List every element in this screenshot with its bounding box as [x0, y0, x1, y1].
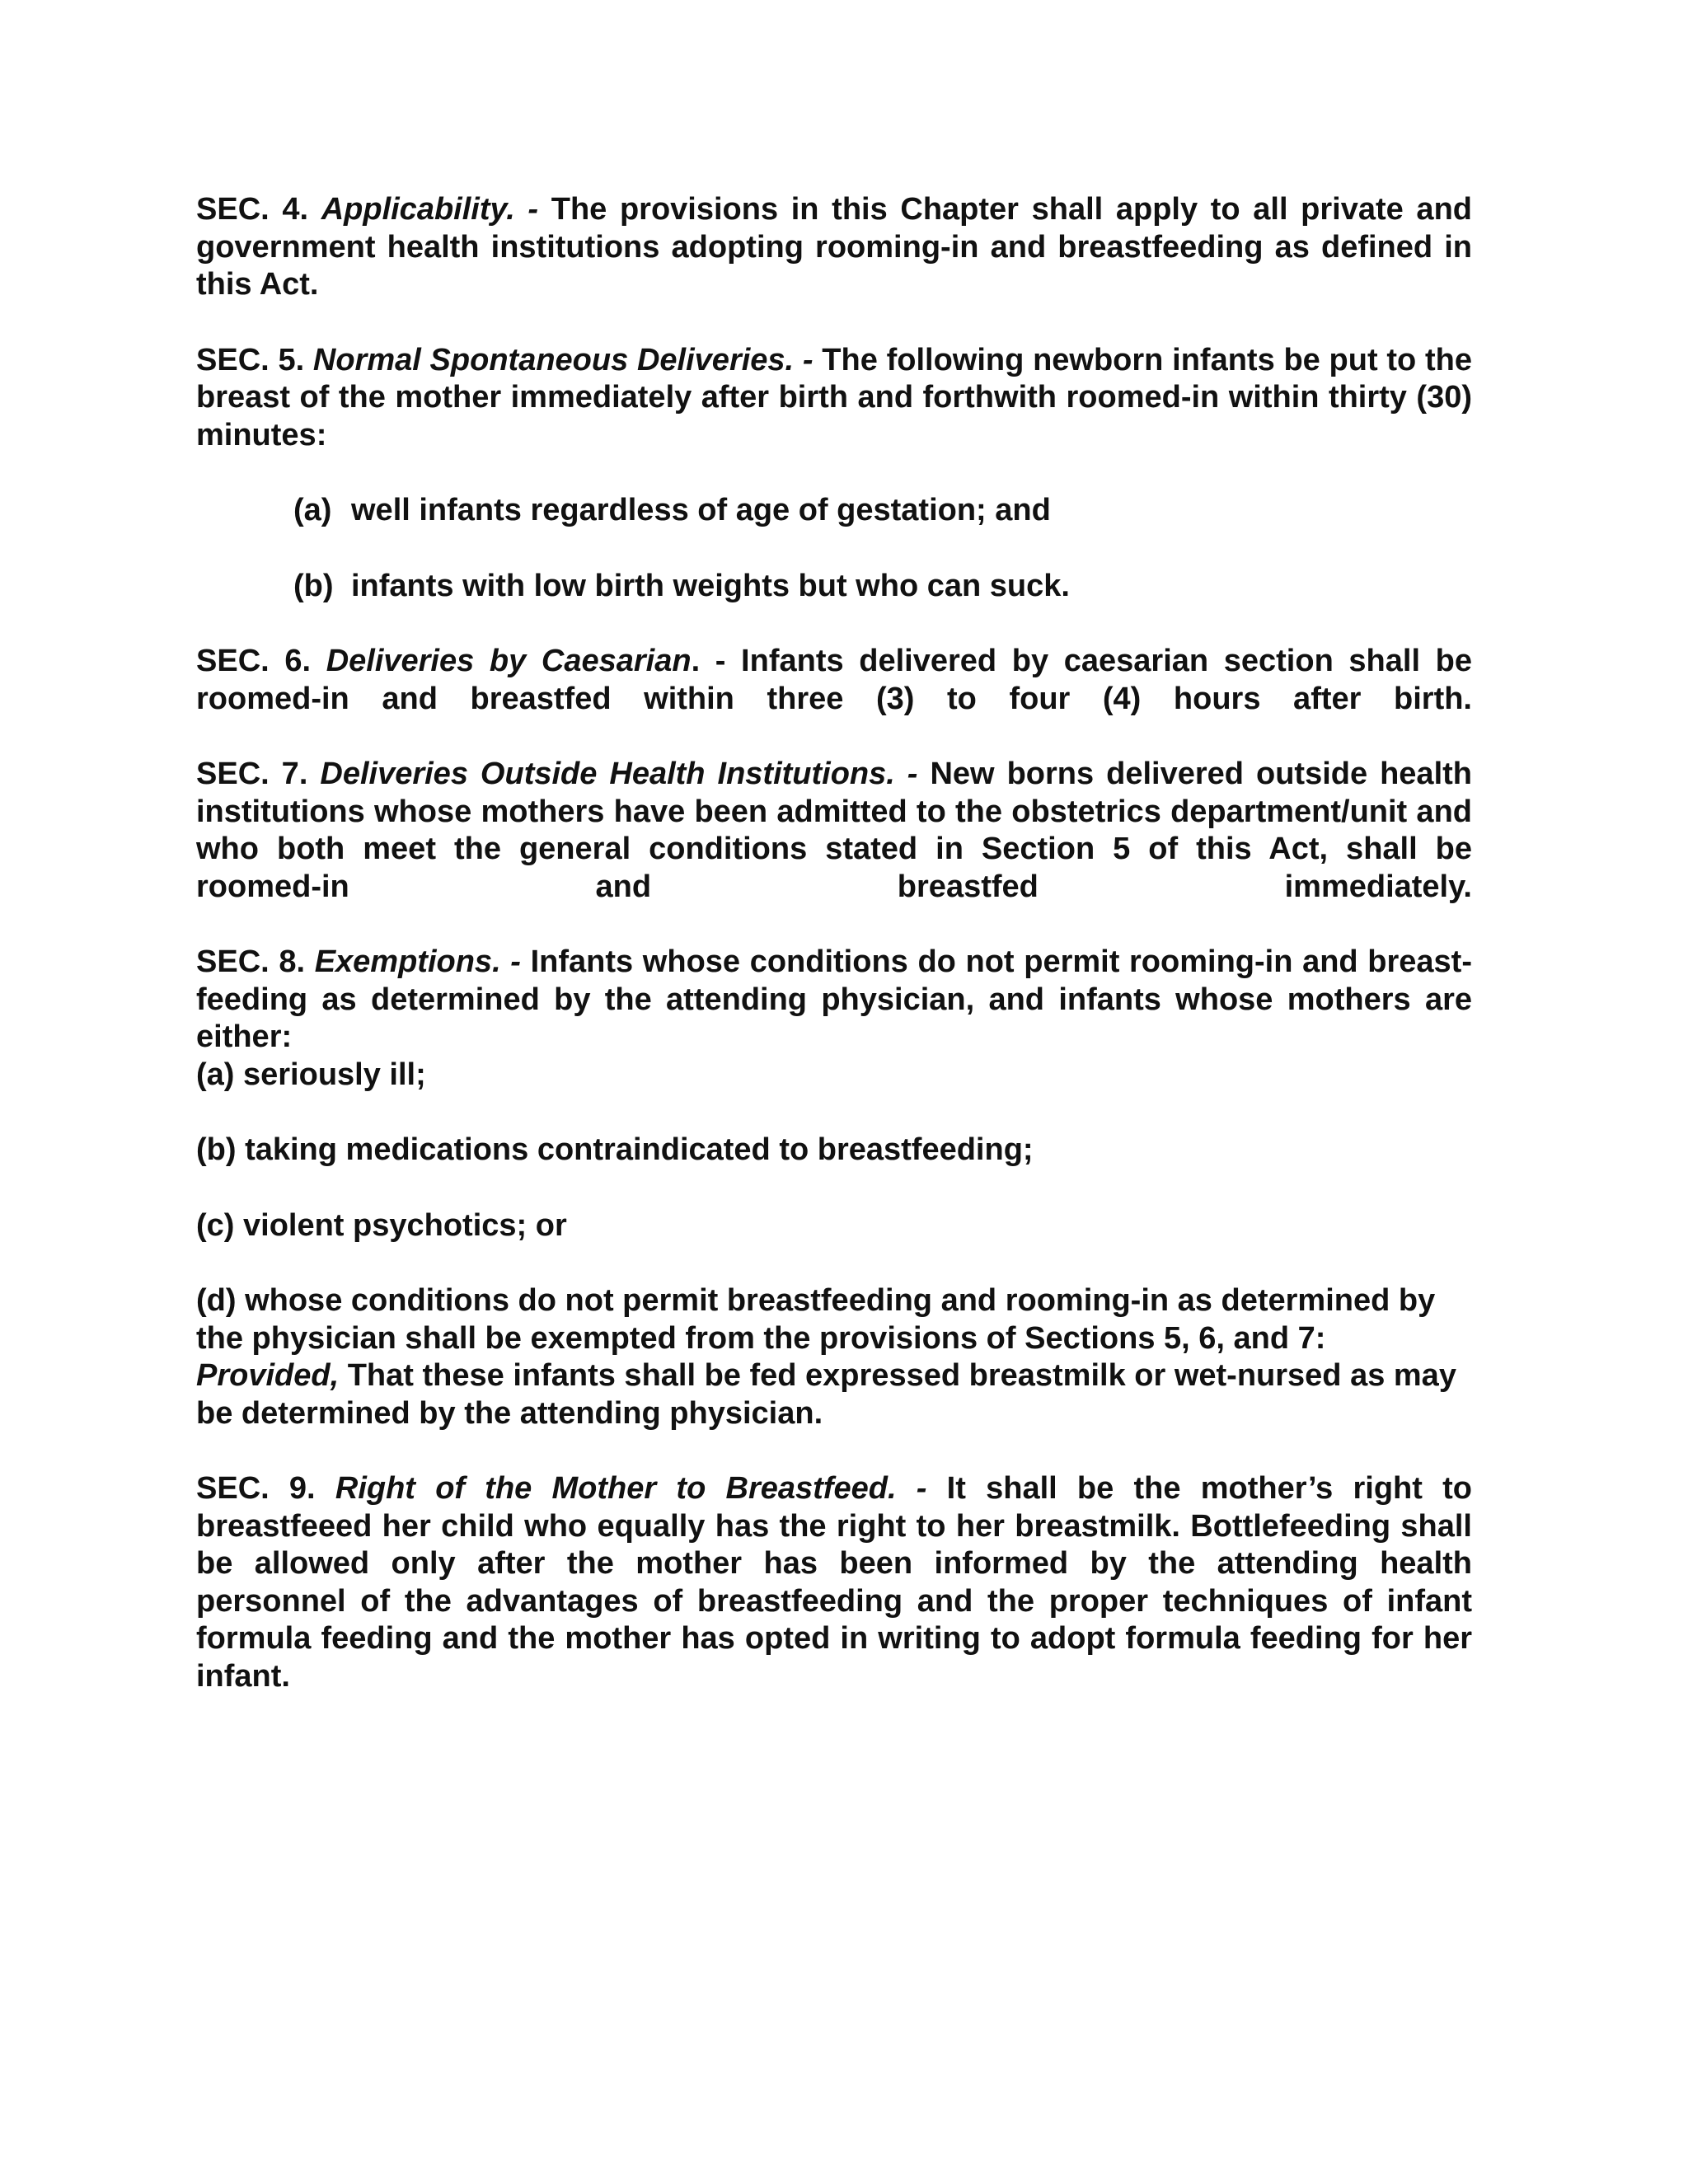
section-5-item-b [293, 568, 1472, 606]
section-6-number: SEC. 6. [196, 644, 312, 678]
section-8-item-d [196, 1282, 1472, 1432]
section-5-number: SEC. 5. [196, 342, 305, 377]
section-8-item-c: (c) violent psychotics; or [196, 1207, 567, 1243]
section-8-proviso-text: That these infants shall be fed expressed breastmilk or wet-nursed as may be determined by the attending physician. [196, 1358, 1456, 1431]
section-9-body: It shall be the mother’s right to breastfeeed her child who equally has the right to her breastmilk. Bottlefeeding shall be allowed only after the mother has been informed by the attending health personnel of the advantages of breastfeeding and the proper techniques of infant formula feeding and the mother has opted in writing to adopt formula feeding for her infant. [196, 1471, 1472, 1694]
section-7-heading: Deliveries Outside Health Institutions. - [320, 757, 918, 791]
document-page [196, 191, 1472, 1733]
section-7-body: New borns delivered outside health institutions whose mothers have been admitted to the obstetrics department/unit and who both meet the general conditions stated in Section 5 of this Act, shall be roomed-in and breastfed immediately. [196, 757, 1472, 904]
section-8-item-d-text: (d) whose conditions do not permit breastfeeding and rooming-in as determined by the physician shall be exempted from the provisions of Sections 5, 6, and 7: [196, 1283, 1436, 1356]
section-8-heading: Exemptions. - [314, 944, 521, 979]
section-5-item-a [293, 492, 1472, 530]
section-6 [196, 643, 1472, 718]
section-4-number: SEC. 4. [196, 192, 309, 227]
section-5-item-b-label: (b) [293, 568, 334, 603]
section-4 [196, 191, 1472, 304]
section-8-proviso-label: Provided, [196, 1358, 340, 1393]
section-7-number: SEC. 7. [196, 757, 308, 791]
section-8-body: Infants whose conditions do not permit rooming-in and breast-feeding as determined by the attending physician, and infants whose mothers are either: [196, 944, 1472, 1054]
section-9-number: SEC. 9. [196, 1471, 316, 1506]
section-7 [196, 756, 1472, 906]
section-8-item-a: (a) seriously ill; [196, 1057, 426, 1092]
section-6-body: . - Infants delivered by caesarian section shall be roomed-in and breastfed within three (3) to four (4) hours after birth. [196, 644, 1473, 716]
section-6-heading: Deliveries by Caesarian [326, 644, 692, 678]
section-8-item-b: (b) taking medications contraindicated to breastfeeding; [196, 1132, 1034, 1167]
section-5-body: The following newborn infants be put to the breast of the mother immediately after birth and forthwith roomed-in within thirty (30) minutes: [196, 342, 1472, 452]
section-5 [196, 342, 1472, 455]
section-9-heading: Right of the Mother to Breastfeed. - [335, 1471, 927, 1506]
section-9 [196, 1470, 1472, 1695]
section-5-item-a-text: well infants regardless of age of gestation; and [351, 493, 1051, 527]
section-8-number: SEC. 8. [196, 944, 306, 979]
section-5-heading: Normal Spontaneous Deliveries. - [312, 342, 814, 377]
section-5-item-a-label: (a) [293, 493, 332, 527]
section-8 [196, 944, 1472, 1057]
section-4-body: The provisions in this Chapter shall apply to all private and government health institutions adopting rooming-in and breastfeeding as defined in this Act. [196, 192, 1472, 302]
section-4-heading: Applicability. - [321, 192, 539, 227]
section-5-item-b-text: infants with low birth weights but who can suck. [351, 568, 1070, 603]
